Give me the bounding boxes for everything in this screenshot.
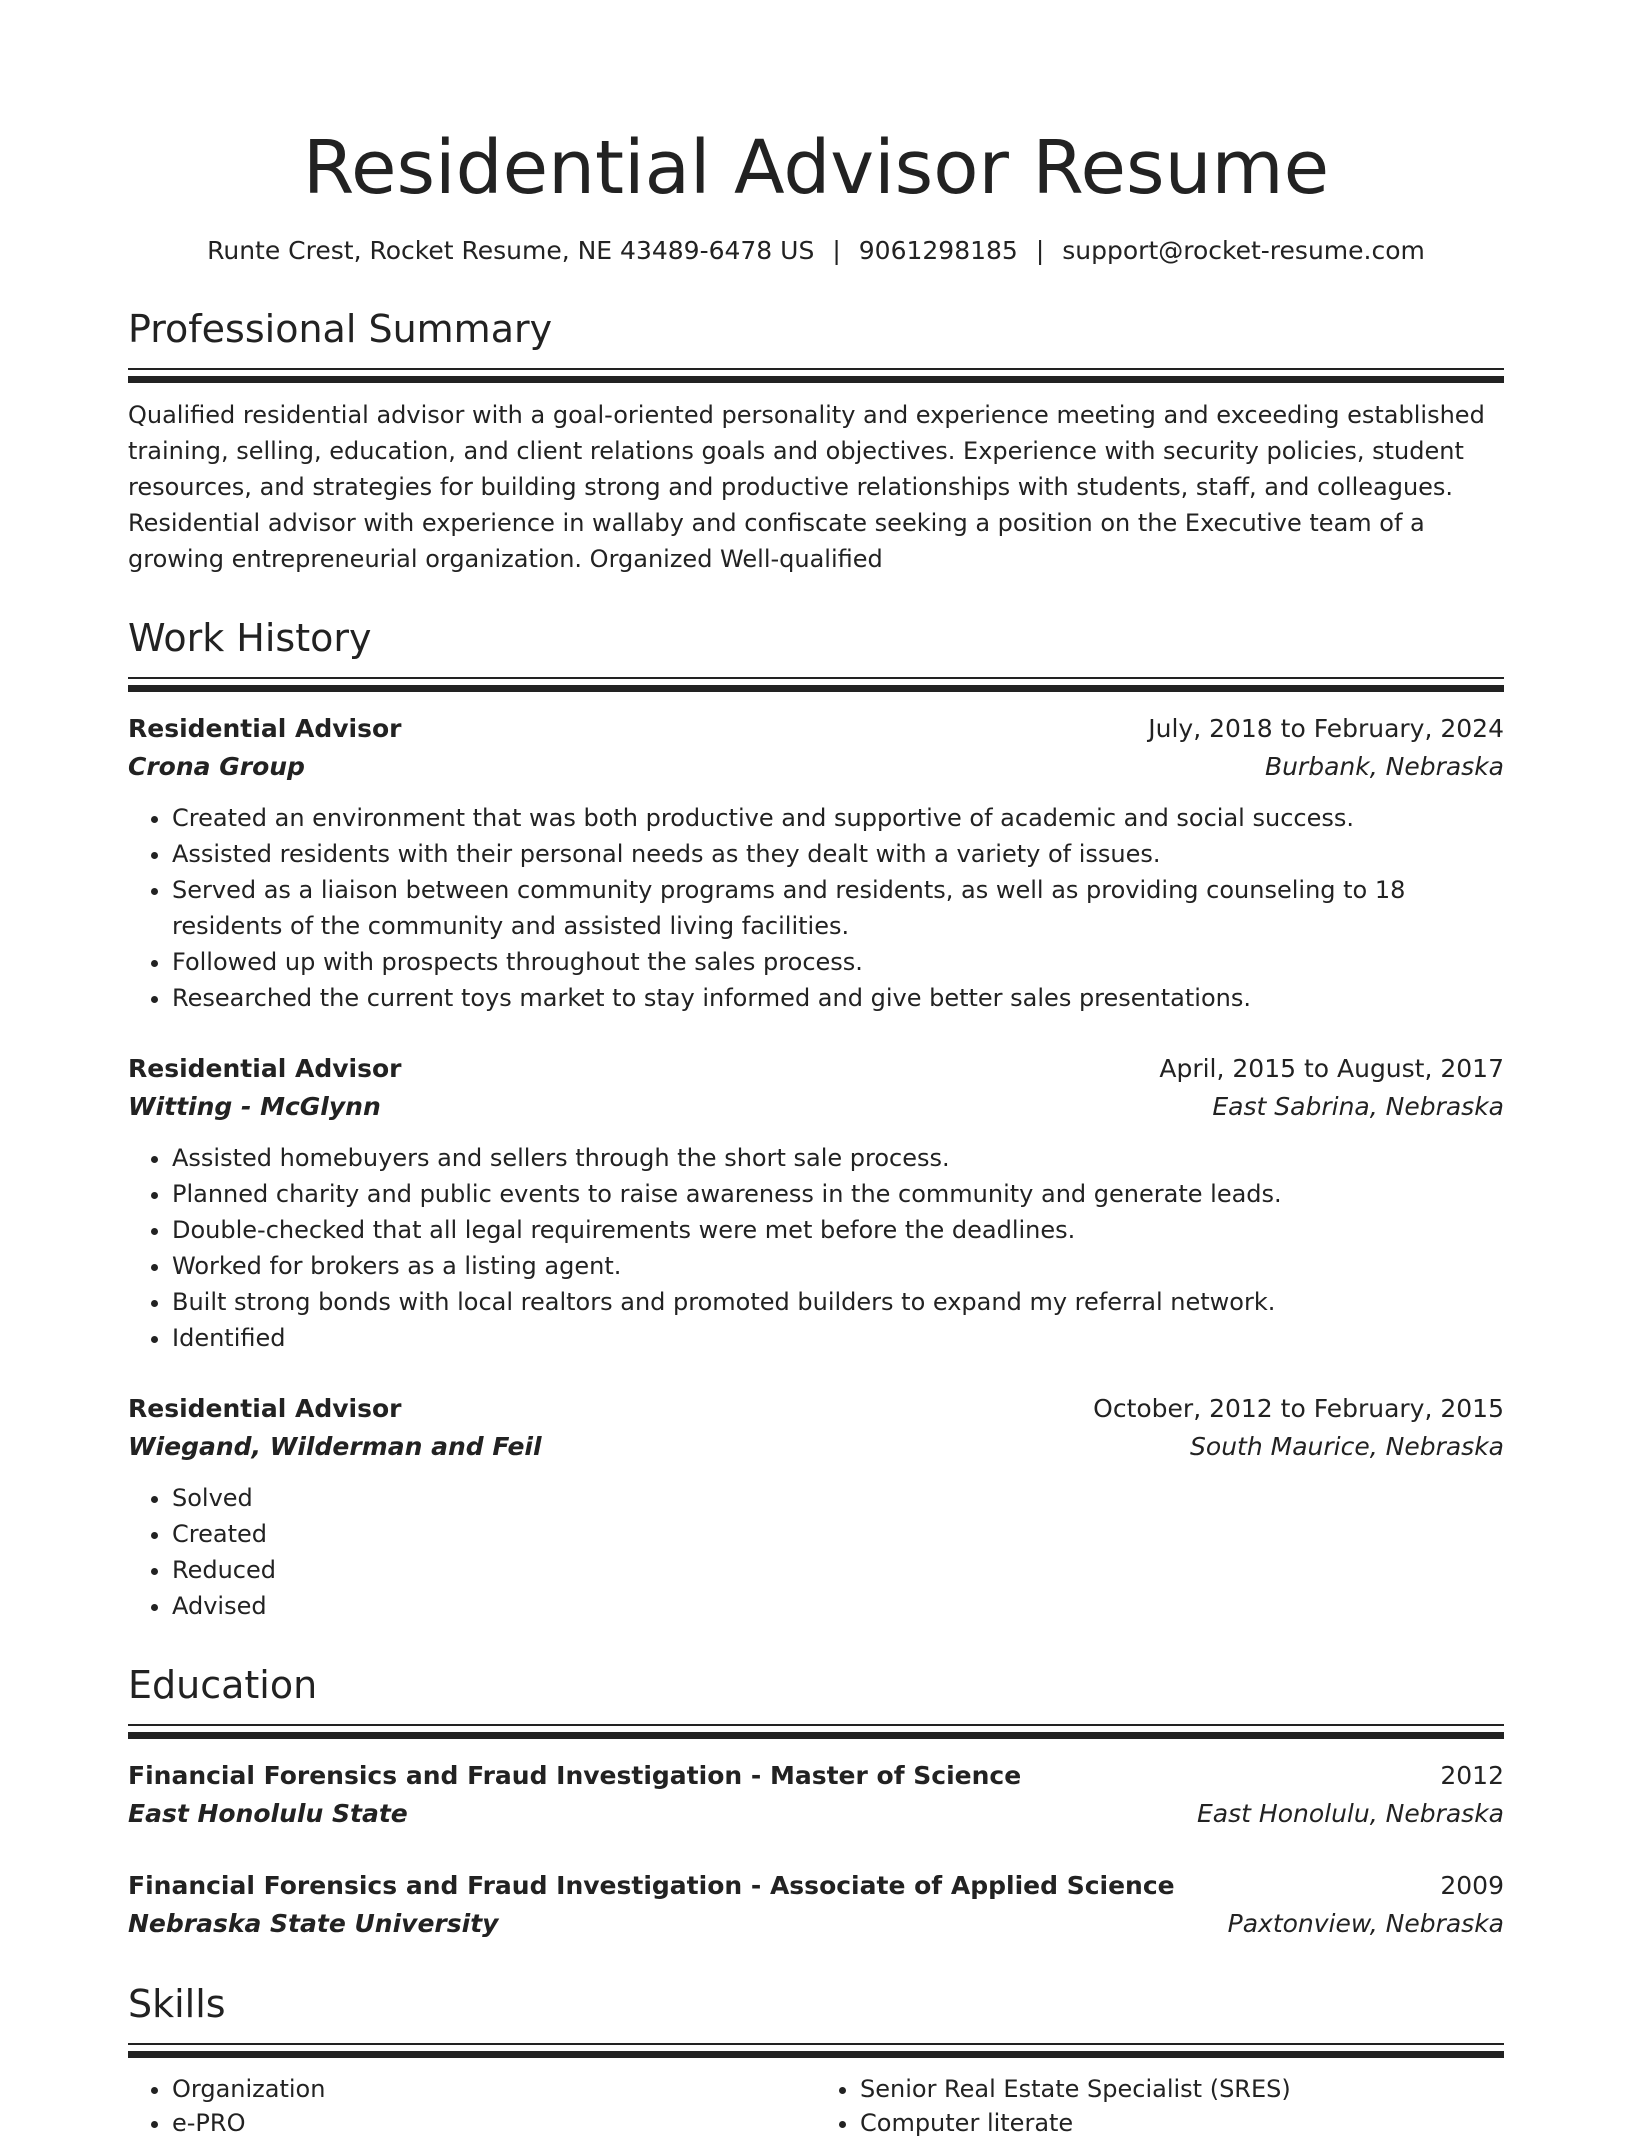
education-degree-row (128, 1757, 1504, 1795)
job-bullet: • Double-checked that all legal requirements were met before the deadlines. (172, 1212, 1504, 1248)
job-bullet: • Reduced (172, 1552, 1504, 1588)
section-divider (128, 368, 1504, 383)
job-bullets (128, 1480, 1504, 1624)
job-bullet: • Built strong bonds with local realtors and promoted builders to expand my referral network. (172, 1284, 1504, 1320)
job-bullet: • Assisted residents with their personal needs as they dealt with a variety of issues. (172, 836, 1504, 872)
job-location: Burbank, Nebraska (1264, 752, 1504, 781)
job-company: Witting - McGlynn (128, 1092, 381, 1121)
section-heading-work: Work History (128, 616, 372, 660)
education-location: Paxtonview, Nebraska (1227, 1909, 1504, 1938)
skills-section (128, 1979, 1504, 2140)
job-location: East Sabrina, Nebraska (1212, 1092, 1504, 1121)
skills-list-left (128, 2072, 816, 2140)
job-bullet: • Advised (172, 1588, 1504, 1624)
education-section (128, 1660, 1504, 1943)
job-location: South Maurice, Nebraska (1190, 1432, 1504, 1461)
job-bullets (128, 1140, 1504, 1356)
job-bullet: • Assisted homebuyers and sellers through the short sale process. (172, 1140, 1504, 1176)
job-company: Crona Group (128, 752, 305, 781)
education-degree-row (128, 1867, 1504, 1905)
section-heading-skills: Skills (128, 1982, 226, 2026)
contact-phone: 9061298185 (858, 236, 1018, 265)
skill-item: • Computer literate (860, 2106, 1504, 2140)
education-degree: Financial Forensics and Fraud Investigation - Master of Science (128, 1761, 1022, 1790)
job-header-row (128, 710, 1504, 748)
job-bullet: • Solved (172, 1480, 1504, 1516)
job-bullet: • Created (172, 1516, 1504, 1552)
contact-separator: | (1035, 236, 1045, 265)
skill-item: • Senior Real Estate Specialist (SRES) (860, 2072, 1504, 2106)
education-school-row (128, 1905, 1504, 1943)
section-divider (128, 1724, 1504, 1739)
job-title: Residential Advisor (128, 714, 402, 743)
job-bullet: • Served as a liaison between community programs and residents, as well as providing counseling to 18 residents of the community and assisted living facilities. (172, 872, 1504, 944)
education-location: East Honolulu, Nebraska (1197, 1799, 1504, 1828)
education-year: 2009 (1440, 1871, 1504, 1900)
job-bullet: • Created an environment that was both productive and supportive of academic and social success. (172, 800, 1504, 836)
job-company-row (128, 1088, 1504, 1126)
job-company-row (128, 1428, 1504, 1466)
education-entry (128, 1867, 1504, 1943)
job-bullet: • Followed up with prospects throughout the sales process. (172, 944, 1504, 980)
contact-line (128, 234, 1504, 268)
job-header-row (128, 1050, 1504, 1088)
job-bullet: • Researched the current toys market to stay informed and give better sales presentations. (172, 980, 1504, 1016)
contact-address: Runte Crest, Rocket Resume, NE 43489-6478 US (207, 236, 815, 265)
skills-columns (128, 2072, 1504, 2140)
summary-section (128, 304, 1504, 577)
job-bullet: • Planned charity and public events to raise awareness in the community and generate leads. (172, 1176, 1504, 1212)
job-bullets (128, 800, 1504, 1016)
job-entry (128, 1390, 1504, 1624)
resume-title: Residential Advisor Resume (302, 125, 1330, 211)
section-divider (128, 2043, 1504, 2058)
job-company-row (128, 748, 1504, 786)
job-bullet: • Worked for brokers as a listing agent. (172, 1248, 1504, 1284)
skills-list-right (816, 2072, 1504, 2140)
section-divider (128, 677, 1504, 692)
job-dates: July, 2018 to February, 2024 (1148, 714, 1504, 743)
job-company: Wiegand, Wilderman and Feil (128, 1432, 542, 1461)
job-dates: April, 2015 to August, 2017 (1159, 1054, 1504, 1083)
section-heading-education: Education (128, 1663, 318, 1707)
skill-item: • e-PRO (172, 2106, 816, 2140)
summary-text: Qualified residential advisor with a goal-oriented personality and experience meeting and exceeding established training, selling, education, and client relations goals and objectives. Experience with security policies, student resources, and strategies for building strong and productive relationships with students, staff, and colleagues. Residential advisor with experience in wallaby and confiscate seeking a position on the Executive team of a growing entrepreneurial organization. Organized Well-qualified (128, 401, 1485, 573)
job-bullet: • Identified (172, 1320, 1504, 1356)
skill-item: • Organization (172, 2072, 816, 2106)
section-heading-summary: Professional Summary (128, 307, 553, 351)
education-school-row (128, 1795, 1504, 1833)
job-dates: October, 2012 to February, 2015 (1093, 1394, 1504, 1423)
job-title: Residential Advisor (128, 1054, 402, 1083)
education-school: East Honolulu State (128, 1799, 408, 1828)
job-header-row (128, 1390, 1504, 1428)
work-history-section (128, 613, 1504, 1624)
job-title: Residential Advisor (128, 1394, 402, 1423)
contact-email[interactable]: support@rocket-resume.com (1062, 236, 1425, 265)
job-entry (128, 710, 1504, 1016)
contact-separator: | (832, 236, 841, 265)
education-year: 2012 (1440, 1761, 1504, 1790)
job-entry (128, 1050, 1504, 1356)
education-school: Nebraska State University (128, 1909, 499, 1938)
education-entry (128, 1757, 1504, 1833)
education-degree: Financial Forensics and Fraud Investigation - Associate of Applied Science (128, 1871, 1175, 1900)
